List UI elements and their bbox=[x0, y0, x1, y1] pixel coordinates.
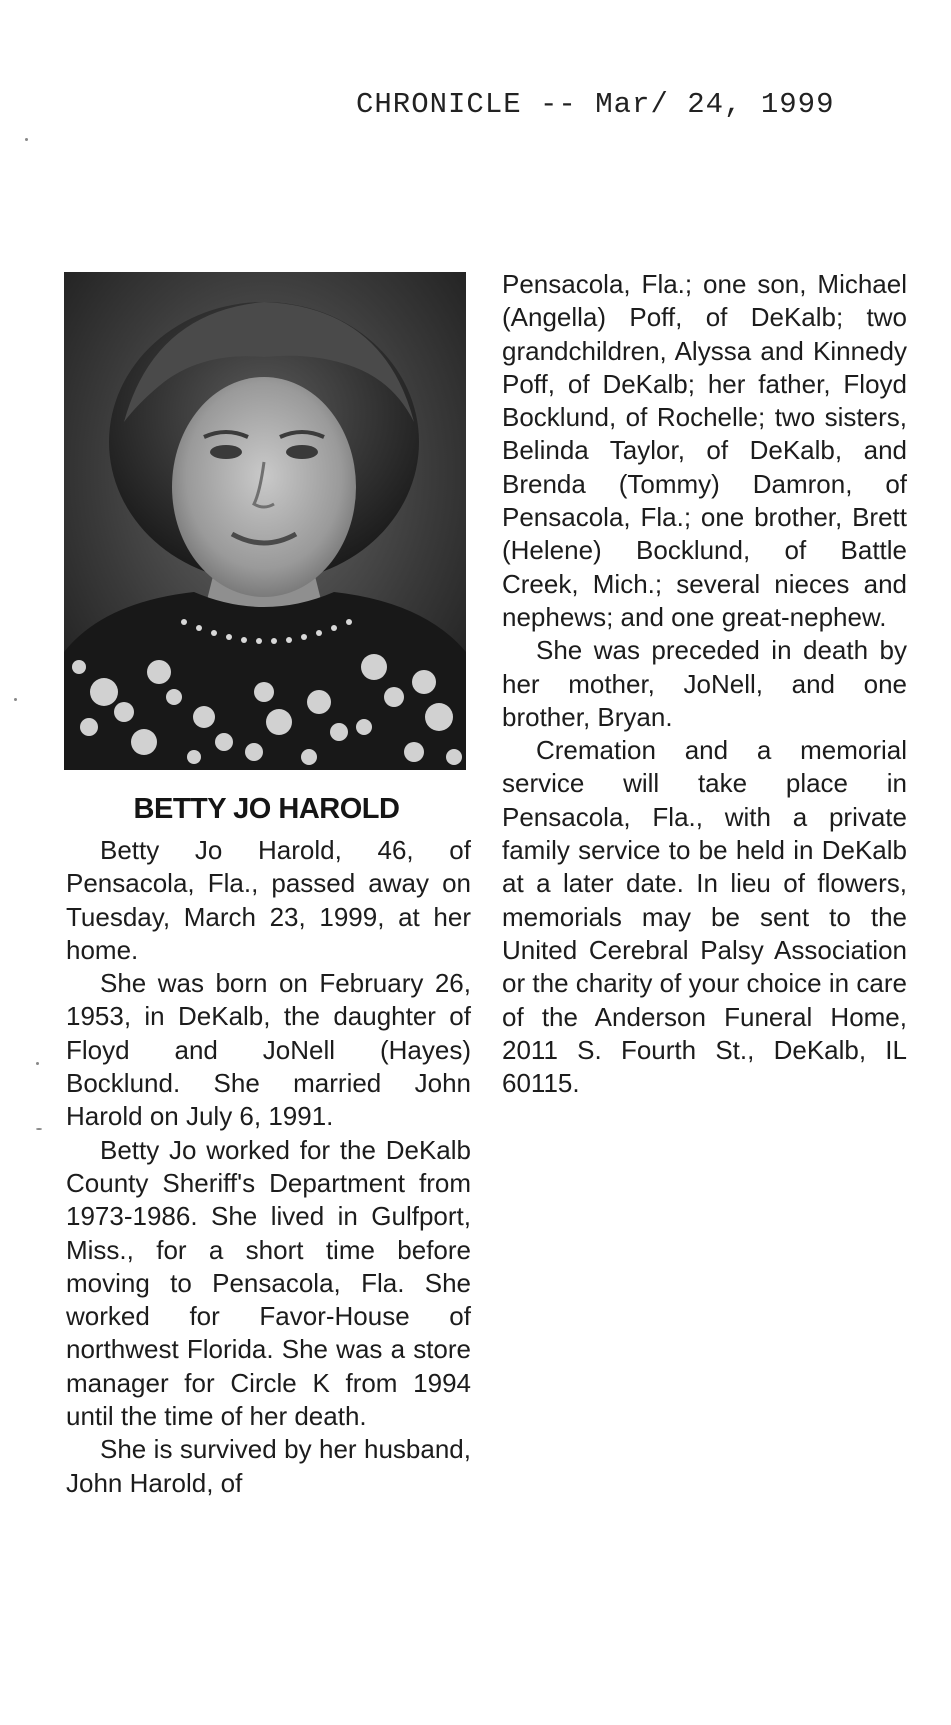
right-column bbox=[502, 268, 907, 1100]
paragraph-birth: She was born on February 26, 1953, in DeKalb, the daughter of Floyd and JoNell (Hayes) Bocklund. She married John Harold on July 6, 1991. bbox=[66, 968, 471, 1132]
portrait-photo bbox=[64, 272, 466, 770]
newspaper-dateline: CHRONICLE -- Mar/ 24, 1999 bbox=[356, 88, 835, 121]
paragraph-preceded: She was preceded in death by her mother, JoNell, and one brother, Bryan. bbox=[502, 635, 907, 732]
scan-speck bbox=[25, 138, 28, 141]
obituary-name: BETTY JO HAROLD bbox=[133, 793, 400, 825]
scan-speck bbox=[14, 698, 17, 701]
scan-speck bbox=[36, 1062, 39, 1065]
paragraph-intro: Betty Jo Harold, 46, of Pensacola, Fla., passed away on Tuesday, March 23, 1999, at her home. bbox=[66, 835, 471, 965]
paragraph-services: Cremation and a memorial service will take place in Pensacola, Fla., with a private family service to be held in DeKalb at a later date. In lieu of flowers, memorials may be sent to the United Cerebral Palsy Association or the charity of your choice in care of the Anderson Funeral Home, 2011 S. Fourth St., DeKalb, IL 60115. bbox=[502, 735, 907, 1099]
paragraph-survivors-cont: Pensacola, Fla.; one son, Michael (Angella) Poff, of DeKalb; two grandchildren, Alyssa and Kinnedy Poff, of DeKalb; her father, Floyd Bocklund, of Rochelle; two sisters, Belinda Taylor, of DeKalb, and Brenda (Tommy) Damron, of Pensacola, Fla.; one brother, Brett (Helene) Bocklund, of Battle Creek, Mich.; several nieces and nephews; and one great-nephew. bbox=[502, 269, 907, 632]
left-column bbox=[66, 834, 471, 1500]
paragraph-career: Betty Jo worked for the DeKalb County Sheriff's Department from 1973-1986. She lived in Gulfport, Miss., for a short time before moving to Pensacola, Fla. She worked for Favor-House of northwest Florida. She was a store manager for Circle K from 1994 until the time of her death. bbox=[66, 1134, 471, 1432]
scan-speck bbox=[36, 1128, 42, 1130]
paragraph-survivors-start: She is survived by her husband, John Harold, of bbox=[66, 1434, 471, 1498]
